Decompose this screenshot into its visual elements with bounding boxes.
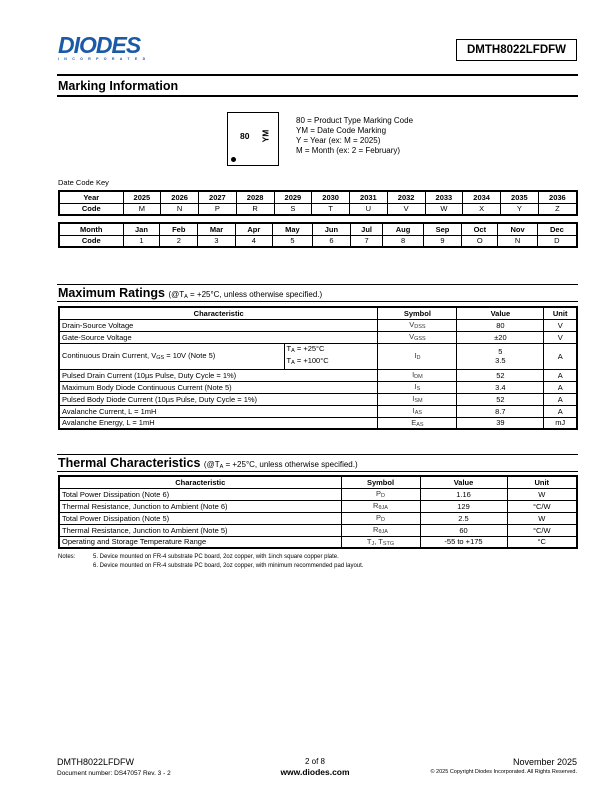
legend-line: YM = Date Code Marking	[296, 126, 387, 135]
cell-unit: A	[544, 369, 577, 381]
table-row	[59, 191, 577, 203]
date-code-key-label: Date Code Key	[58, 178, 109, 187]
cell-value: 2.5	[420, 512, 507, 524]
cell-symbol: ISM	[378, 393, 457, 405]
footer-page-number: 2 of 8	[304, 757, 325, 766]
section-rule	[57, 74, 578, 76]
diodes-logo	[58, 34, 162, 62]
pin1-dot-icon	[231, 157, 236, 162]
table-cell: O	[462, 235, 498, 247]
table-row	[59, 512, 577, 524]
year-code-table	[58, 190, 578, 216]
col-symbol: Symbol	[378, 307, 457, 319]
logo-wordmark: DIODES	[58, 32, 141, 58]
cell-characteristic: Drain-Source Voltage	[59, 319, 378, 331]
table-row	[59, 488, 577, 500]
table-cell: Jul	[350, 223, 383, 235]
notes-label: Notes:	[58, 554, 76, 560]
table-row	[59, 524, 577, 536]
logo-subtext: INCORPORATED	[58, 57, 151, 61]
cell-value: ±20	[457, 331, 544, 343]
cell-unit: A	[544, 343, 577, 369]
cell-unit: °C/W	[507, 500, 577, 512]
footer-part-number: DMTH8022LFDFW	[57, 757, 135, 767]
cell-value: 1.16	[420, 488, 507, 500]
table-cell: Feb	[160, 223, 198, 235]
table-cell: S	[274, 203, 312, 215]
package-date-code: YM	[260, 129, 271, 143]
section-title-thermal	[58, 456, 358, 470]
table-cell: V	[387, 203, 425, 215]
table-cell: Mar	[198, 223, 236, 235]
table-cell: 4	[235, 235, 272, 247]
legend-line: M = Month (ex: 2 = February)	[296, 146, 401, 155]
col-characteristic: Characteristic	[59, 476, 341, 488]
table-row	[59, 381, 577, 393]
table-cell: P	[199, 203, 237, 215]
table-row	[59, 536, 577, 548]
cell-unit: A	[544, 393, 577, 405]
cell-unit: W	[507, 512, 577, 524]
cell-unit: A	[544, 405, 577, 417]
table-cell: Oct	[462, 223, 498, 235]
cell-characteristic: Gate-Source Voltage	[59, 331, 378, 343]
cell-value: 52	[457, 369, 544, 381]
footer-date: November 2025	[512, 757, 577, 767]
table-cell: U	[350, 203, 388, 215]
cell-value: 5 3.5	[457, 343, 544, 369]
table-row	[59, 235, 577, 247]
cell-symbol: EAS	[378, 417, 457, 429]
title-text: Thermal Characteristics	[58, 456, 201, 470]
table-header: Month	[59, 223, 123, 235]
table-cell: 1	[123, 235, 160, 247]
col-unit: Unit	[544, 307, 577, 319]
cell-condition: TA = +25°C TA = +100°C	[284, 343, 378, 369]
table-row	[59, 393, 577, 405]
cell-characteristic: Operating and Storage Temperature Range	[59, 536, 341, 548]
table-row	[59, 405, 577, 417]
table-row	[59, 331, 577, 343]
cell-symbol: RθJA	[341, 524, 420, 536]
table-header: Code	[59, 235, 123, 247]
footer-document-number: Document number: DS47057 Rev. 3 - 2	[57, 770, 171, 777]
table-cell: 2033	[425, 191, 463, 203]
table-cell: 2026	[161, 191, 199, 203]
section-title-max-ratings	[58, 286, 322, 300]
cell-characteristic: Total Power Dissipation (Note 6)	[59, 488, 341, 500]
section-title-marking: Marking Information	[58, 79, 179, 93]
table-row	[59, 417, 577, 429]
cell-value: 8.7	[457, 405, 544, 417]
table-header-row	[59, 476, 577, 488]
table-row	[59, 319, 577, 331]
cell-value: 80	[457, 319, 544, 331]
table-cell: D	[537, 235, 577, 247]
table-cell: 2029	[274, 191, 312, 203]
table-cell: 8	[383, 235, 423, 247]
table-cell: 2030	[312, 191, 350, 203]
title-condition: (@TA = +25°C, unless otherwise specified.)	[168, 290, 323, 300]
cell-unit: V	[544, 319, 577, 331]
table-row	[59, 500, 577, 512]
cell-symbol: VGSS	[378, 331, 457, 343]
cell-characteristic: Thermal Resistance, Junction to Ambient (Note 5)	[59, 524, 341, 536]
cell-value: 129	[420, 500, 507, 512]
section-rule	[57, 454, 578, 455]
table-cell: 7	[350, 235, 383, 247]
cell-symbol: PD	[341, 512, 420, 524]
cell-symbol: VDSS	[378, 319, 457, 331]
cell-symbol: ID	[378, 343, 457, 369]
table-cell: 6	[313, 235, 351, 247]
table-cell: Y	[501, 203, 539, 215]
cell-value: 52	[457, 393, 544, 405]
section-rule	[57, 301, 578, 302]
cell-characteristic: Thermal Resistance, Junction to Ambient (Note 6)	[59, 500, 341, 512]
table-cell: 2032	[387, 191, 425, 203]
cell-unit: V	[544, 331, 577, 343]
table-header-row	[59, 307, 577, 319]
cell-symbol: RθJA	[341, 500, 420, 512]
table-cell: Jan	[123, 223, 160, 235]
table-cell: Sep	[423, 223, 462, 235]
table-cell: Z	[538, 203, 577, 215]
table-cell: M	[123, 203, 161, 215]
cell-unit: mJ	[544, 417, 577, 429]
table-cell: T	[312, 203, 350, 215]
table-cell: 2031	[350, 191, 388, 203]
section-rule	[57, 284, 578, 285]
cell-unit: A	[544, 381, 577, 393]
marking-legend	[296, 116, 413, 156]
table-cell: Nov	[498, 223, 537, 235]
section-rule	[57, 471, 578, 472]
table-cell: R	[236, 203, 274, 215]
table-cell: 2034	[463, 191, 501, 203]
part-number-box: DMTH8022LFDFW	[456, 39, 577, 61]
table-cell: 2025	[123, 191, 161, 203]
thermal-table	[58, 475, 578, 549]
cell-value: 39	[457, 417, 544, 429]
table-row	[59, 343, 577, 369]
note-item: 6. Device mounted on FR-4 substrate PC board, 2oz copper, with minimum recommended pad layout.	[93, 562, 364, 569]
table-cell: 2028	[236, 191, 274, 203]
table-header: Code	[59, 203, 123, 215]
section-rule	[57, 95, 578, 97]
cell-value: -55 to +175	[420, 536, 507, 548]
col-characteristic: Characteristic	[59, 307, 378, 319]
table-cell: 3	[198, 235, 236, 247]
title-text: Maximum Ratings	[58, 286, 165, 300]
table-row	[59, 203, 577, 215]
table-cell: N	[498, 235, 537, 247]
table-cell: Apr	[235, 223, 272, 235]
table-row	[59, 369, 577, 381]
cell-characteristic: Continuous Drain Current, VGS = 10V (Note 5)	[59, 343, 284, 369]
package-product-code: 80	[240, 131, 250, 141]
table-cell: 2035	[501, 191, 539, 203]
package-marking-diagram	[227, 112, 279, 166]
max-ratings-table	[58, 306, 578, 430]
legend-line: 80 = Product Type Marking Code	[296, 116, 414, 125]
notes	[58, 553, 363, 570]
table-cell: W	[425, 203, 463, 215]
title-condition: (@TA = +25°C, unless otherwise specified.)	[203, 460, 358, 470]
footer-copyright: © 2025 Copyright Diodes Incorporated. All Rights Reserved.	[430, 769, 577, 775]
cell-characteristic: Avalanche Current, L = 1mH	[59, 405, 378, 417]
cell-value: 3.4	[457, 381, 544, 393]
cell-symbol: PD	[341, 488, 420, 500]
table-cell: N	[161, 203, 199, 215]
col-symbol: Symbol	[341, 476, 420, 488]
cell-characteristic: Maximum Body Diode Continuous Current (Note 5)	[59, 381, 378, 393]
col-value: Value	[420, 476, 507, 488]
cell-symbol: IAS	[378, 405, 457, 417]
month-code-table	[58, 222, 578, 248]
table-cell: 2	[160, 235, 198, 247]
table-header: Year	[59, 191, 123, 203]
cell-unit: W	[507, 488, 577, 500]
cell-unit: °C	[507, 536, 577, 548]
table-cell: Aug	[383, 223, 423, 235]
table-row	[59, 223, 577, 235]
table-cell: 2036	[538, 191, 577, 203]
cell-value: 60	[420, 524, 507, 536]
note-item: 5. Device mounted on FR-4 substrate PC board, 2oz copper, with 1inch square copper plate.	[93, 554, 339, 560]
cell-characteristic: Pulsed Drain Current (10µs Pulse, Duty Cycle = 1%)	[59, 369, 378, 381]
legend-line: Y = Year (ex: M = 2025)	[296, 136, 381, 145]
table-cell: X	[463, 203, 501, 215]
table-cell: Jun	[313, 223, 351, 235]
cell-symbol: IS	[378, 381, 457, 393]
table-cell: May	[272, 223, 312, 235]
cell-characteristic: Avalanche Energy, L = 1mH	[59, 417, 378, 429]
table-cell: 2027	[199, 191, 237, 203]
cell-symbol: TJ, TSTG	[341, 536, 420, 548]
cell-characteristic: Pulsed Body Diode Current (10µs Pulse, Duty Cycle = 1%)	[59, 393, 378, 405]
table-cell: Dec	[537, 223, 577, 235]
table-cell: 9	[423, 235, 462, 247]
footer-website-link[interactable]: www.diodes.com	[280, 767, 350, 777]
table-cell: 5	[272, 235, 312, 247]
col-unit: Unit	[507, 476, 577, 488]
col-value: Value	[457, 307, 544, 319]
cell-characteristic: Total Power Dissipation (Note 5)	[59, 512, 341, 524]
cell-symbol: IDM	[378, 369, 457, 381]
cell-unit: °C/W	[507, 524, 577, 536]
